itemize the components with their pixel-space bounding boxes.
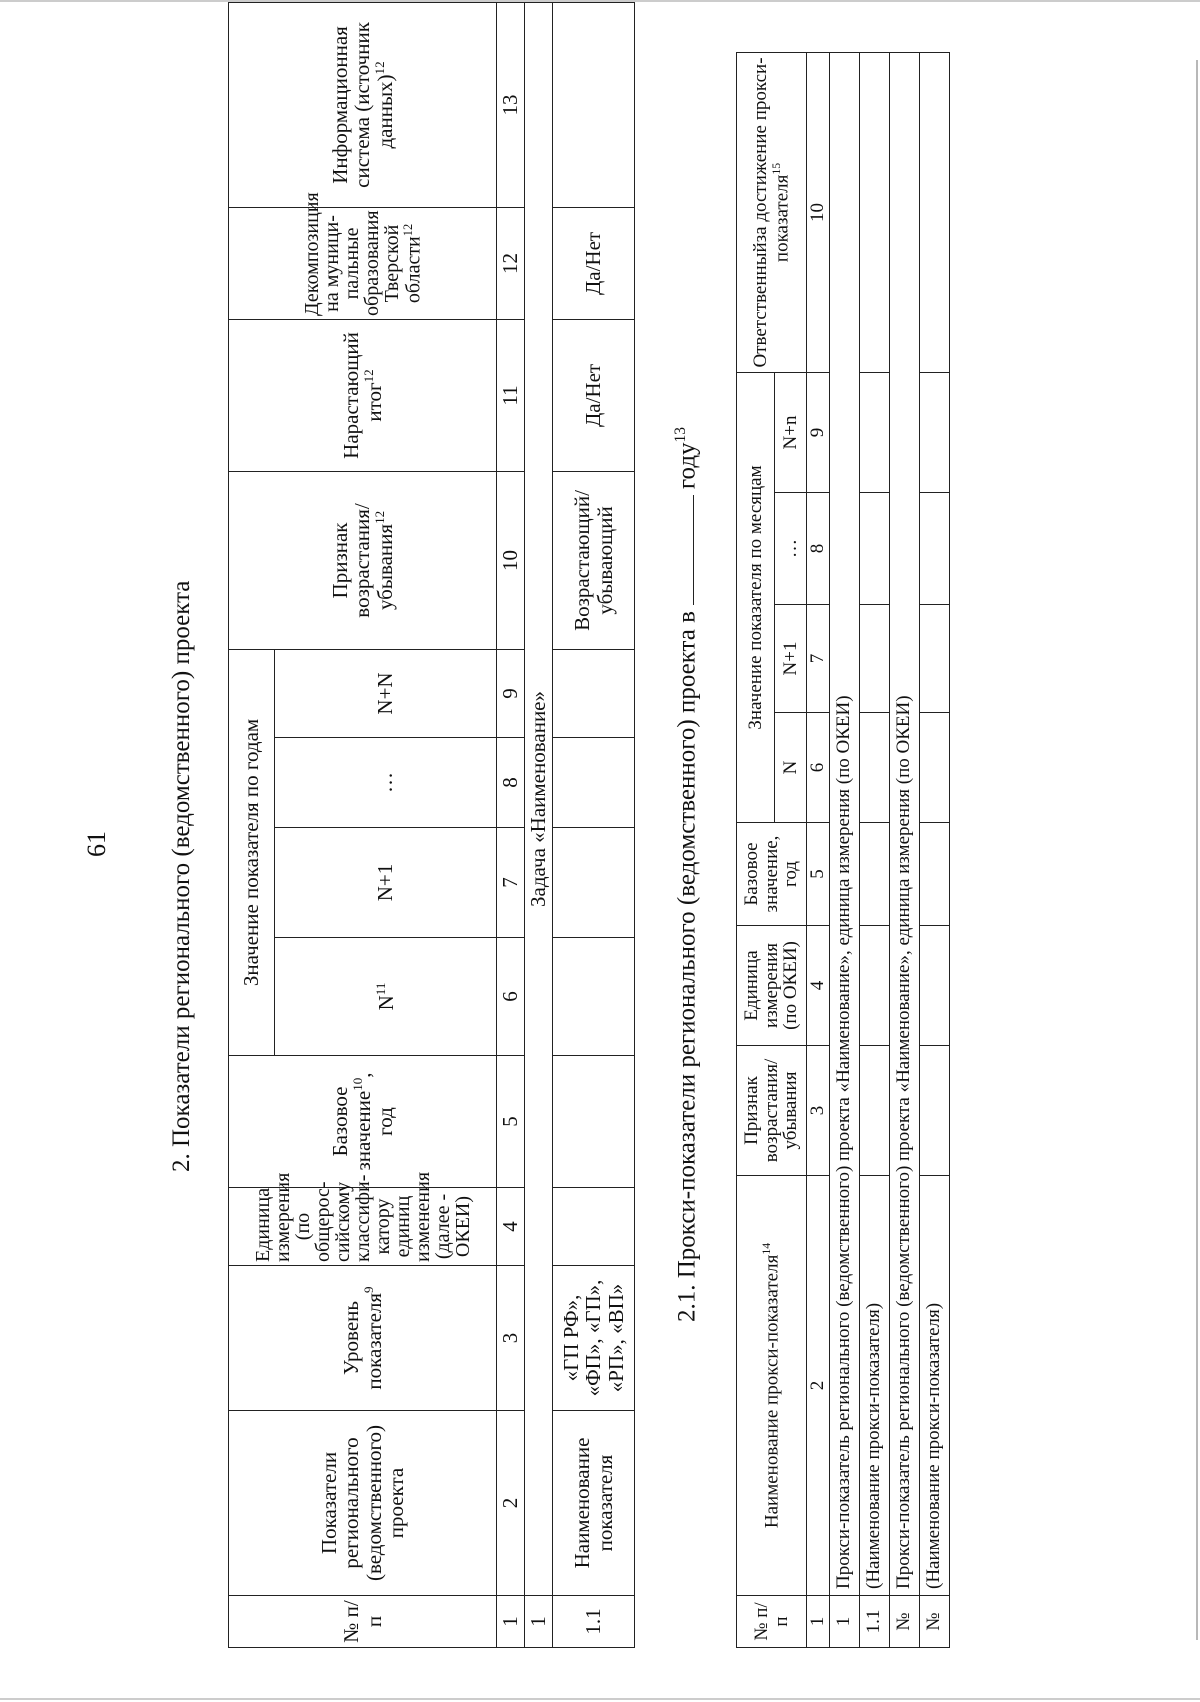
column-number: 8: [497, 738, 525, 828]
row-cell: [859, 493, 889, 605]
row-decomposition: Да/Нет: [553, 207, 635, 319]
table-row: [889, 52, 919, 1647]
column-number: 5: [497, 1056, 525, 1188]
header-unit: Единица измерения (по ОКЕИ): [737, 926, 807, 1046]
row-year-n1: [553, 828, 635, 938]
column-number: 7: [497, 828, 525, 938]
header-unit: Единица измерения (по общерос-сийскому классифи-катору единиц изменения (далее - ОКЕИ): [229, 1188, 497, 1266]
row-section-label: Прокси-показатель регионального (ведомственного) проекта «Наименование», единица измерения (по ОКЕИ): [829, 52, 859, 1595]
row-cell: [859, 926, 889, 1046]
row-num: 1.1: [859, 1596, 889, 1648]
row-base: [553, 1056, 635, 1188]
row-cell: [859, 713, 889, 823]
column-number: 2: [807, 1176, 830, 1596]
row-cell: [919, 713, 949, 823]
section-title-indicators: 2. Показатели регионального (ведомственного) проекта: [168, 580, 195, 1172]
column-number: 13: [497, 2, 525, 207]
column-number: 6: [807, 713, 830, 823]
section-title-proxy: 2.1. Прокси-показатели регионального (ведомственного) проекта вгоду$^{13}$: [672, 426, 701, 1322]
header-info-system: Информационная система (источник данных)$^{12}$: [229, 2, 497, 207]
row-proxy-name: (Наименование прокси-показателя): [859, 1176, 889, 1596]
column-number: 1: [807, 1596, 830, 1648]
row-num: №: [889, 1596, 919, 1648]
header-year-n: $N^{11}$: [275, 938, 497, 1056]
row-num: 1: [829, 1596, 859, 1648]
row-cell: [919, 1046, 949, 1176]
row-proxy-name: (Наименование прокси-показателя): [919, 1176, 949, 1596]
column-number: 2: [497, 1411, 525, 1596]
row-level: «ГП РФ», «ФП», «ГП», «РП», «ВП»: [553, 1266, 635, 1411]
task-row: [525, 2, 553, 1647]
header-proxy-name: Наименование прокси-показателя$^{14}$: [737, 1176, 807, 1596]
proxy-indicators-table: [736, 52, 950, 1648]
header-month-dots: …: [775, 493, 807, 605]
column-number: 10: [807, 52, 830, 372]
header-months-group: Значение показателя по месяцам: [737, 372, 775, 822]
column-number: 3: [497, 1266, 525, 1411]
row-num: 1.1: [553, 1596, 635, 1648]
header-trend: Признак возрастания/ убывания$^{12}$: [229, 471, 497, 649]
column-number: 1: [497, 1596, 525, 1648]
header-num: № п/п: [229, 1596, 497, 1648]
row-trend: Возрастающий/ убывающий: [553, 471, 635, 649]
row-cell: [859, 372, 889, 492]
row-indicator-name: Наименование показателя: [553, 1411, 635, 1596]
scan-edge-bottom: [0, 1698, 1200, 1700]
row-num: №: [919, 1596, 949, 1648]
row-cell: [859, 52, 889, 372]
column-number: 4: [807, 926, 830, 1046]
row-year-nn: [553, 649, 635, 737]
row-cell: [919, 372, 949, 492]
header-month-n: N: [775, 713, 807, 823]
row-cell: [859, 1046, 889, 1176]
row-cell: [919, 605, 949, 713]
row-year-n: [553, 938, 635, 1056]
column-number: 11: [497, 319, 525, 471]
row-unit: [553, 1188, 635, 1266]
indicators-table: [228, 2, 635, 1648]
header-month-nn: N+n: [775, 372, 807, 492]
scan-edge-top: [0, 0, 1200, 2]
column-number: 8: [807, 493, 830, 605]
row-info-system: [553, 2, 635, 207]
column-number: 10: [497, 471, 525, 649]
page-number: 61: [82, 831, 111, 857]
header-years-group: Значение показателя по годам: [229, 649, 275, 1055]
table-row: [919, 52, 949, 1647]
column-number: 7: [807, 605, 830, 713]
header-indicator: Показатели регионального (ведомственного) проекта: [229, 1411, 497, 1596]
header-cumulative: Нарастающий итог$^{12}$: [229, 319, 497, 471]
row-year-dots: [553, 738, 635, 828]
column-number: 6: [497, 938, 525, 1056]
row-cell: [919, 52, 949, 372]
row-cell: [859, 823, 889, 926]
table-row: [553, 2, 635, 1647]
column-number-row: [497, 2, 525, 1647]
header-level: Уровень показателя$^9$: [229, 1266, 497, 1411]
header-decomposition: Декомпозиция на муници-пальные образования Тверской области$^{12}$: [229, 207, 497, 319]
row-cell: [919, 926, 949, 1046]
column-number: 9: [807, 372, 830, 492]
row-cumulative: Да/Нет: [553, 319, 635, 471]
task-num: 1: [525, 1596, 553, 1648]
header-num: № п/п: [737, 1596, 807, 1648]
header-base: Базовое значение$^{10}$, год: [229, 1056, 497, 1188]
header-month-n1: N+1: [775, 605, 807, 713]
task-label: Задача «Наименование»: [525, 2, 553, 1595]
column-number: 5: [807, 823, 830, 926]
row-cell: [919, 493, 949, 605]
column-number: 4: [497, 1188, 525, 1266]
table-row: [829, 52, 859, 1647]
header-year-nn: N+N: [275, 649, 497, 737]
column-number: 12: [497, 207, 525, 319]
table-row: [859, 52, 889, 1647]
column-number: 3: [807, 1046, 830, 1176]
header-year-n1: N+1: [275, 828, 497, 938]
row-cell: [919, 823, 949, 926]
column-number-row: [807, 52, 830, 1647]
header-year-dots: …: [275, 738, 497, 828]
column-number: 9: [497, 649, 525, 737]
row-section-label: Прокси-показатель регионального (ведомственного) проекта «Наименование», единица измерения (по ОКЕИ): [889, 52, 919, 1595]
header-responsible: Ответственныйза достижение прокси-показателя$^{15}$: [737, 52, 807, 372]
scan-edge-left: [1196, 60, 1198, 1640]
year-blank-line: [673, 495, 694, 605]
header-trend: Признак возрастания/ убывания: [737, 1046, 807, 1176]
row-cell: [859, 605, 889, 713]
header-base: Базовое значение, год: [737, 823, 807, 926]
